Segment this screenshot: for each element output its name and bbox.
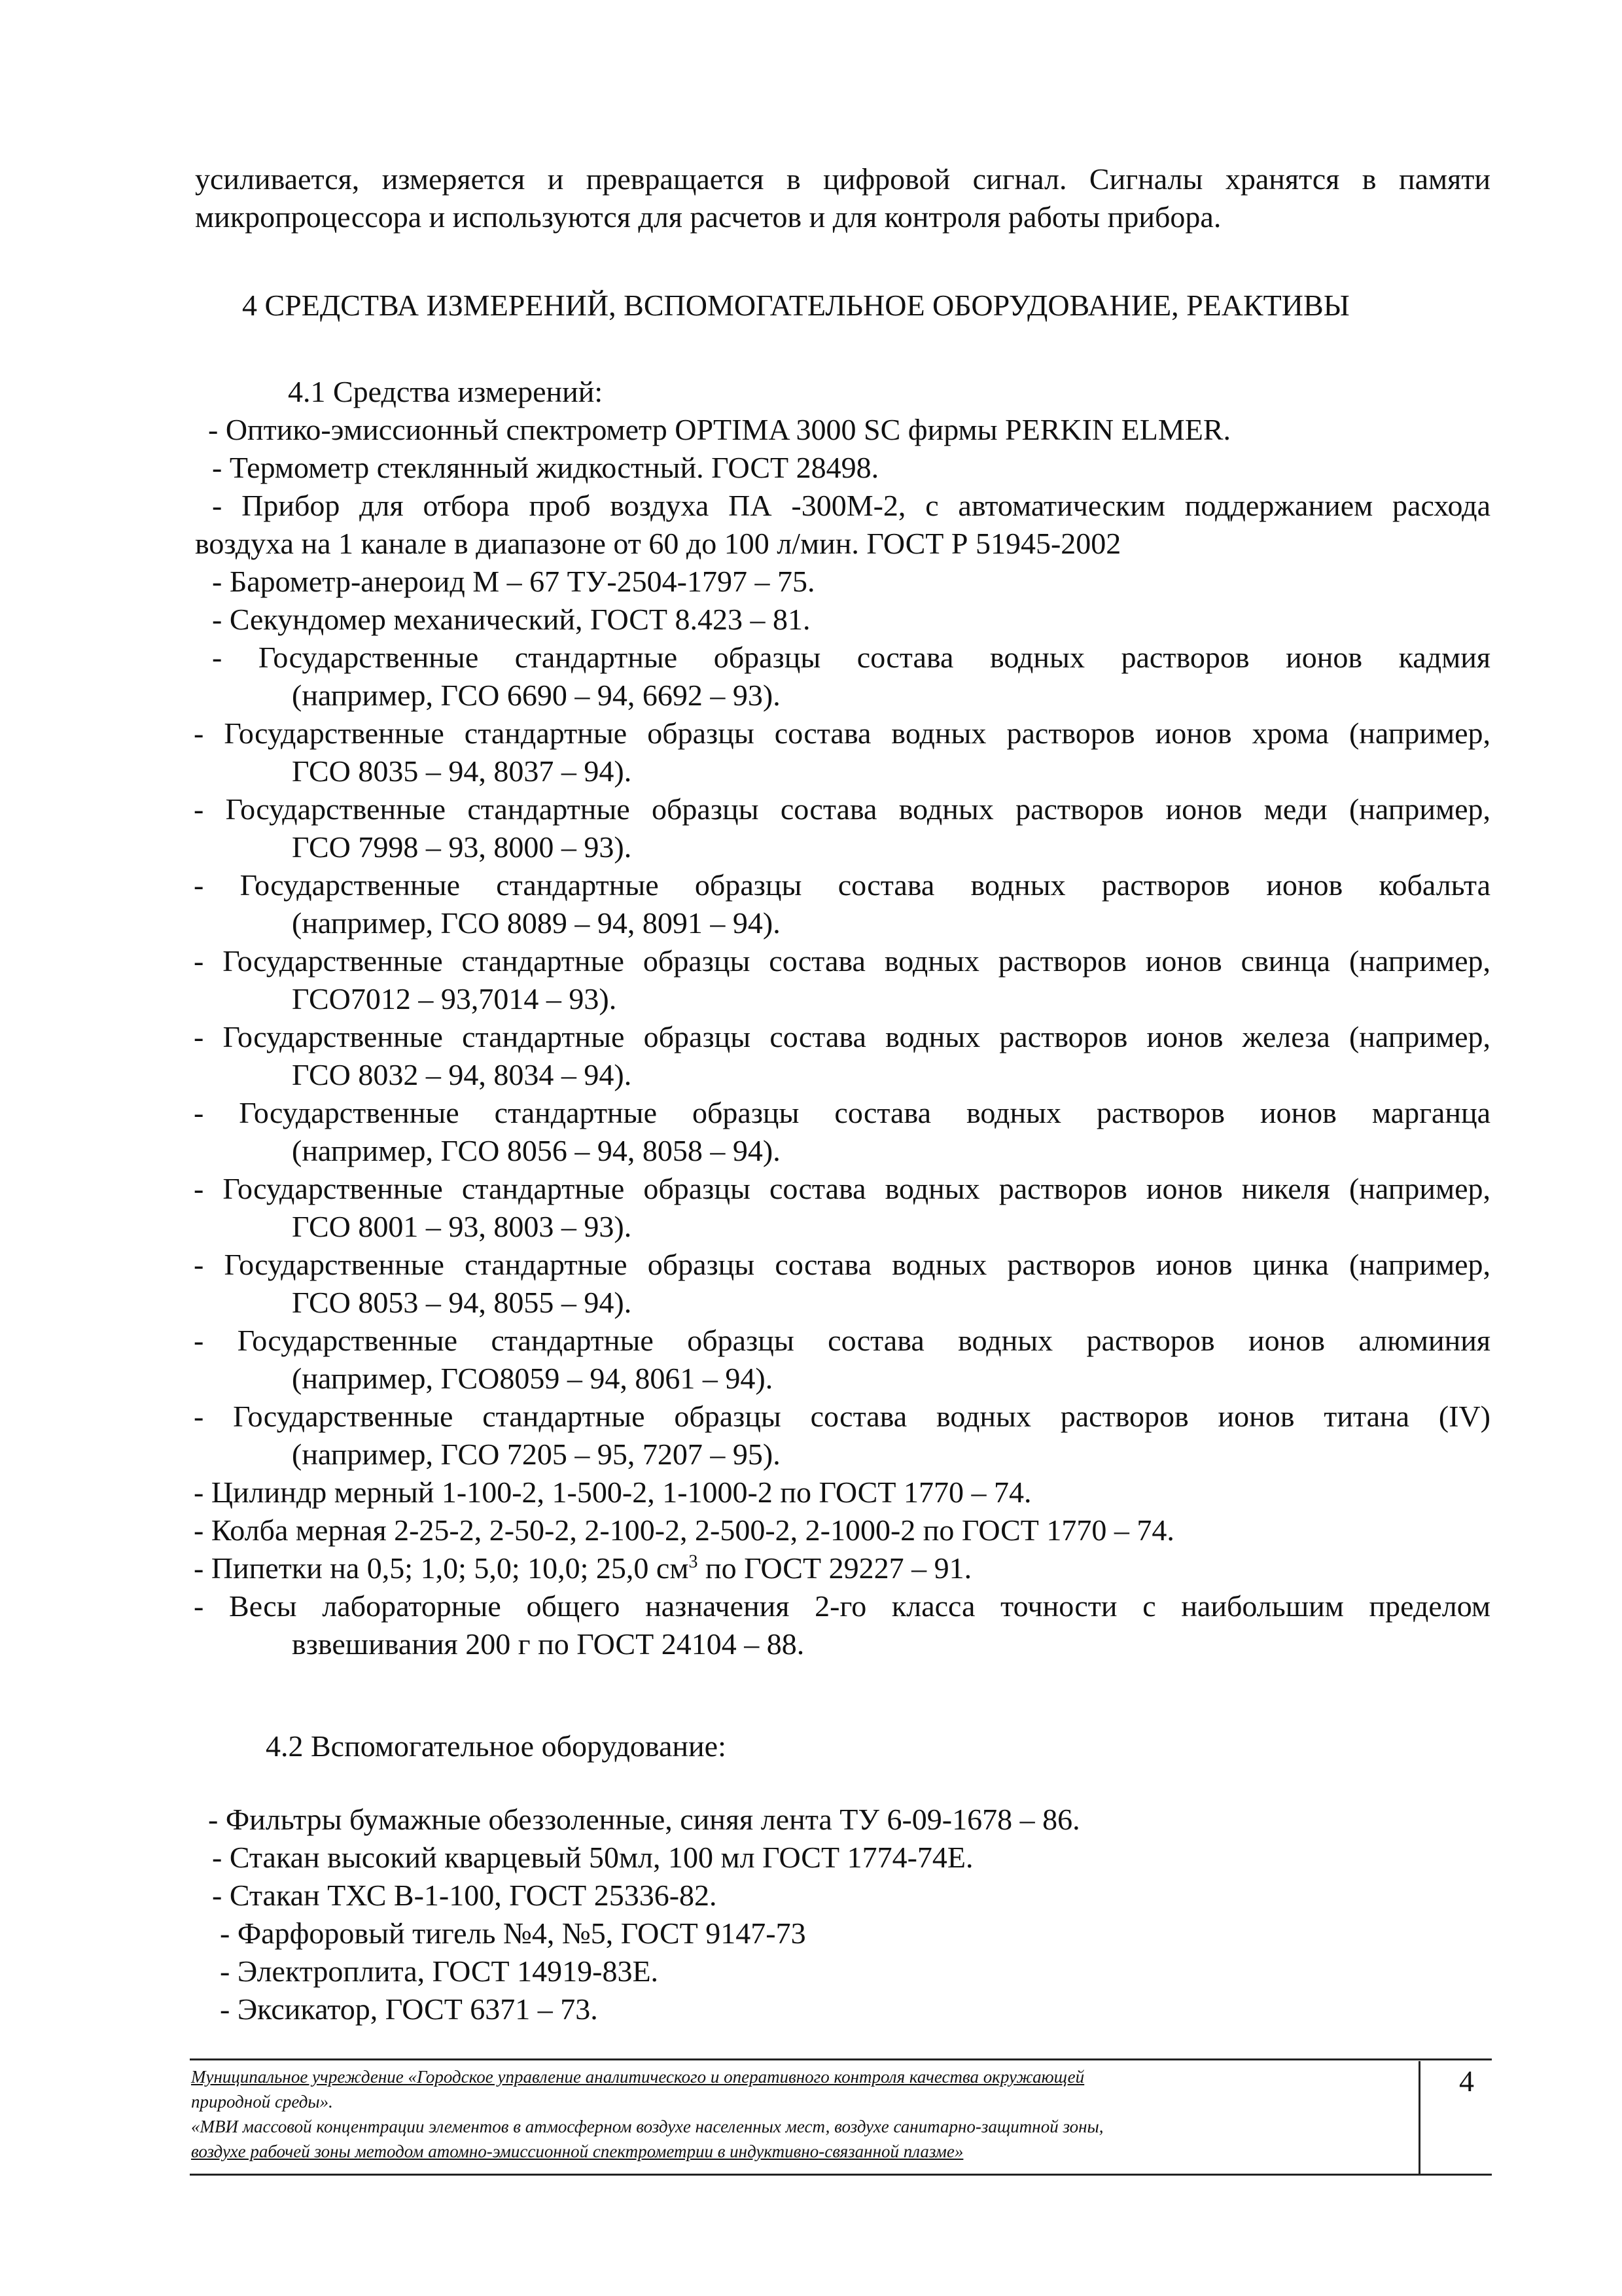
list-item: - Весы лабораторные общего назначения 2-го класса точности с наибольшим пределом bbox=[194, 1589, 1490, 1623]
list-item: - Стакан ТХС В-1-100, ГОСТ 25336-82. bbox=[212, 1879, 717, 1912]
list-item: - Государственные стандартные образцы состава водных растворов ионов кобальта bbox=[194, 868, 1490, 902]
list-item: - Государственные стандартные образцы состава водных растворов ионов марганца bbox=[194, 1096, 1490, 1129]
list-item-cont: взвешивания 200 г по ГОСТ 24104 – 88. bbox=[292, 1627, 805, 1661]
footer-line-2: природной среды». bbox=[191, 2092, 333, 2111]
footer-bottom-rule bbox=[190, 2174, 1492, 2176]
list-item: - Государственные стандартные образцы состава водных растворов ионов железа (например, bbox=[194, 1020, 1490, 1053]
footer-line-3: «МВИ массовой концентрации элементов в атмосферном воздухе населенных мест, воздухе санитарно-защитной зоны, bbox=[191, 2117, 1104, 2136]
list-item-cont: ГСО7012 – 93,7014 – 93). bbox=[292, 982, 617, 1016]
list-item: - Оптико-эмиссионньй спектрометр OPTIMA 3000 SC фирмы PERKIN ELMER. bbox=[208, 413, 1231, 446]
intro-line-1: усиливается, измеряется и превращается в цифровой сигнал. Сигналы хранятся в памяти bbox=[195, 162, 1490, 196]
list-item: - Государственные стандартные образцы состава водных растворов ионов никеля (например, bbox=[194, 1172, 1490, 1205]
list-item-cont: ГСО 8053 – 94, 8055 – 94). bbox=[292, 1286, 632, 1319]
footer-line-1: Муниципальное учреждение «Городское управление аналитического и оперативного контроля качества окружающей bbox=[191, 2067, 1085, 2087]
list-item-cont: (например, ГСО 8056 – 94, 8058 – 94). bbox=[292, 1134, 781, 1167]
list-item: - Государственные стандартные образцы состава водных растворов ионов свинца (например, bbox=[194, 944, 1490, 978]
list-item: - Прибор для отбора проб воздуха ПА -300М-2, с автоматическим поддержанием расхода bbox=[212, 489, 1490, 522]
list-item-cont: (например, ГСО 8089 – 94, 8091 – 94). bbox=[292, 906, 781, 940]
pipette-text-end: по ГОСТ 29227 – 91. bbox=[697, 1551, 972, 1585]
list-item: - Термометр стеклянный жидкостный. ГОСТ 28498. bbox=[212, 451, 879, 484]
list-item-cont: (например, ГСО 6690 – 94, 6692 – 93). bbox=[292, 679, 781, 712]
list-item: - Государственные стандартные образцы состава водных растворов ионов цинка (например, bbox=[194, 1248, 1490, 1281]
list-item-cont: воздуха на 1 канале в диапазоне от 60 до 100 л/мин. ГОСТ Р 51945-2002 bbox=[195, 527, 1121, 560]
footer-text bbox=[191, 2064, 1408, 2164]
items-4-1 bbox=[194, 411, 1490, 1663]
list-item-cont: ГСО 8035 – 94, 8037 – 94). bbox=[292, 754, 632, 788]
list-item: - Государственные стандартные образцы состава водных растворов ионов хрома (например, bbox=[194, 716, 1490, 750]
list-item: - Электроплита, ГОСТ 14919-83Е. bbox=[220, 1954, 659, 1988]
list-item: - Государственные стандартные образцы состава водных растворов ионов меди (например, bbox=[194, 792, 1490, 826]
footer-top-rule bbox=[190, 2058, 1492, 2060]
list-item: - Эксикатор, ГОСТ 6371 – 73. bbox=[220, 1992, 598, 2026]
footer-divider bbox=[1419, 2061, 1420, 2174]
pipette-superscript: 3 bbox=[688, 1551, 698, 1572]
footer-line-4: воздухе рабочей зоны методом атомно-эмиссионной спектрометрии в индуктивно-связанной плазме» bbox=[191, 2142, 964, 2161]
section-heading: 4 СРЕДСТВА ИЗМЕРЕНИЙ, ВСПОМОГАТЕЛЬНОЕ ОБОРУДОВАНИЕ, РЕАКТИВЫ bbox=[242, 289, 1350, 322]
list-item: - Фарфоровый тигель №4, №5, ГОСТ 9147-73 bbox=[220, 1916, 806, 1950]
items-4-2 bbox=[208, 1801, 1490, 2028]
list-item-cont: ГСО 7998 – 93, 8000 – 93). bbox=[292, 830, 632, 864]
list-item: - Государственные стандартные образцы состава водных растворов ионов алюминия bbox=[194, 1324, 1490, 1357]
subsection-4-2-title: 4.2 Вспомогательное оборудование: bbox=[266, 1729, 726, 1763]
list-item: - Фильтры бумажные обеззоленные, синяя лента ТУ 6-09-1678 – 86. bbox=[208, 1803, 1080, 1836]
list-item: - Цилиндр мерный 1-100-2, 1-500-2, 1-1000-2 по ГОСТ 1770 – 74. bbox=[194, 1475, 1032, 1509]
list-item-cont: (например, ГСО 7205 – 95, 7207 – 95). bbox=[292, 1438, 781, 1471]
list-item-cont: (например, ГСО8059 – 94, 8061 – 94). bbox=[292, 1362, 773, 1395]
intro-line-2: микропроцессора и используются для расчетов и для контроля работы прибора. bbox=[195, 200, 1222, 234]
list-item: - Государственные стандартные образцы состава водных растворов ионов титана (IV) bbox=[194, 1400, 1490, 1433]
page-number: 4 bbox=[1459, 2064, 1474, 2098]
list-item-cont: ГСО 8032 – 94, 8034 – 94). bbox=[292, 1058, 632, 1091]
list-item-pipettes bbox=[194, 1549, 1490, 1587]
list-item: - Барометр-анероид М – 67 ТУ-2504-1797 – 75. bbox=[212, 565, 815, 598]
list-item: - Секундомер механический, ГОСТ 8.423 – 81. bbox=[212, 603, 811, 636]
pipette-text: - Пипетки на 0,5; 1,0; 5,0; 10,0; 25,0 см bbox=[194, 1551, 689, 1585]
list-item: - Стакан высокий кварцевый 50мл, 100 мл ГОСТ 1774-74Е. bbox=[212, 1841, 974, 1874]
list-item-cont: ГСО 8001 – 93, 8003 – 93). bbox=[292, 1210, 632, 1243]
list-item: - Государственные стандартные образцы состава водных растворов ионов кадмия bbox=[212, 641, 1490, 674]
subsection-4-1-title: 4.1 Средства измерений: bbox=[288, 375, 603, 408]
list-item: - Колба мерная 2-25-2, 2-50-2, 2-100-2, 2-500-2, 2-1000-2 по ГОСТ 1770 – 74. bbox=[194, 1513, 1174, 1547]
